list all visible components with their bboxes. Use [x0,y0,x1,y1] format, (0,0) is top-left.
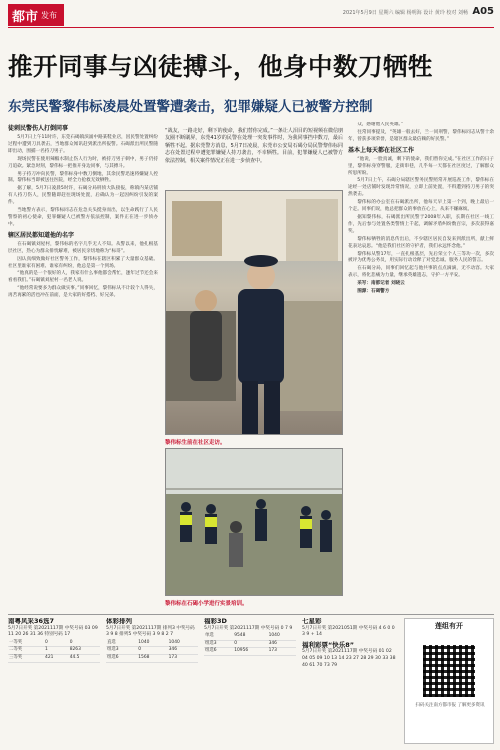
lottery-text: 5月7日开奖 第2021117期 中奖号码 01 02 04 05 09 10 13 14 23 27 28 29 30 33 38 40 61 70 73 79 [302,649,396,668]
paragraph: 黎伟标的办公室在石碣派出所，他每天早上第一个到，晚上最后一个走。同事们说，他总把群众的事放在心上，从来不嫌麻烦。 [348,200,494,213]
table-row [8,647,100,655]
paragraph: 在石碣分局，同事们回忆起与他共事的点点滴滴，无不动容。大家表示，将化悲痛为力量，继承英雄遗志，守护一方平安。 [348,266,494,279]
table-cell: 直选 [106,640,137,647]
table-cell: 1 [44,647,69,655]
table-cell: 346 [268,640,296,648]
paragraph: 在石碣镇刘屋村，黎伟标的名字几乎无人不知。从警以来，他扎根基层社区，热心为群众排忧解难，被居民亲切地称为“标哥”。 [8,241,158,254]
table-row [8,640,100,647]
table-row [204,640,296,648]
table-cell: 二等奖 [8,647,44,655]
lottery-text: 5月7日开奖 第2021117期 中奖号码 0 7 9 [204,625,293,631]
section-sub: 发布 [41,10,58,20]
section-heading: 基本上每天都在社区工作 [348,146,415,154]
table-cell: 组选3 [204,640,233,648]
lottery-title: 福彩3D [204,618,227,625]
bottom-rule [8,614,494,615]
paragraph: 黎伟标从警17年，一直扎根基层，先后荣立个人三等功一次，多次被评为优秀公务员，用实际行动诠释了对党忠诚、服务人民的誓言。 [348,251,494,264]
table-row [204,633,296,640]
issue-line: 2021年5月9日 星期六 编辑 杨明海 设计 黄玲 校对 刘畅 [342,10,468,16]
page-number: A05 [472,6,494,17]
table-cell: 0 [233,640,267,648]
table-row [8,654,100,662]
lottery-table [106,640,198,663]
table-row [204,648,296,656]
section-name: 都市 [12,9,39,25]
lottery-block-1 [8,618,100,744]
table-cell: 三等奖 [8,654,44,662]
table-cell: 173 [268,648,296,656]
table-cell: 组选3 [106,647,137,655]
qr-code-icon [423,645,475,697]
lottery-block-3 [204,618,296,744]
photo-training-drill [165,448,343,596]
lottery-block-4 [302,618,398,744]
lottery-title: 体彩排列 [106,618,132,625]
masthead [8,4,494,26]
photo-police-store [165,190,343,435]
table-cell: 346 [168,647,198,655]
section-heading: 徒刺民警伤人打倒同事 [8,125,69,132]
table-cell: 9548 [233,633,267,640]
paragraph: 据了解，5月7日凌晨5时许，石碣分局刑侦大队接报，称镇内某店铺有人持刀伤人，民警随即赶往现场处置，后确认为一起因纠纷引发的案件。 [8,186,158,206]
lottery-table [8,640,100,663]
table-cell: 1040 [137,640,167,647]
lottery-title: 南粤风采36选7 [8,618,55,625]
photo-caption-2: 黎伟标在石碣小学进行实景培训。 [165,601,248,607]
qr-ad-box [404,618,494,744]
table-row [106,640,198,647]
paragraph: 现场民警在使用辣椒水制止伤人行为时，被持刀男子刺中，男子仍持刀追砍。紧急时刻，黎伟标一把推开身边同事，与其搏斗。 [8,156,158,169]
table-cell: 173 [168,654,198,662]
table-cell: 8263 [69,647,100,655]
paragraph: 当地警方表示，黎伟标同志在危急关头挺身而出，以生命践行了人民警察的初心使命，犯罪嫌疑人已被警方依法控制，案件正在进一步侦办中。 [8,208,158,227]
paragraph: 据知黎伟标，石碣派出所民警于2008年入职，长期在社区一线工作，先后参与处置各类警情上千起，调解矛盾纠纷数百宗，多次获得嘉奖。 [348,214,494,234]
ad-title: 莲组有开 [435,622,463,630]
table-cell: 组选6 [204,648,233,656]
section-heading: 辖区居民都知道他的名字 [8,231,75,239]
section-badge [8,4,64,26]
subheadline: 东莞民警黎伟标凌晨处置警遭袭击，犯罪嫌疑人已被警方控制 [8,99,373,115]
paragraph: 黎伟标牺牲的消息传出后，不少辖区居民自发来到派出所，献上鲜花表达哀思。“他是我们社区的守护者，我们永远怀念他。” [348,236,494,249]
paragraph: “他经常说要多为群众做实事。”同事回忆，黎伟标从不计较个人得失，再苦再累的活也冲在前面，是大家的好搭档、好兄弟。 [8,286,158,299]
lottery-title: 七星彩 [302,618,322,625]
photo-illustration [166,191,343,435]
table-cell: 一等奖 [8,640,44,647]
article-column-1 [8,122,158,610]
photo-illustration [166,449,343,596]
table-cell: 1040 [168,640,198,647]
byline: 采写：南都记者 刘晓云 [357,281,405,287]
table-cell: 10956 [233,648,267,656]
table-cell: 0 [137,647,167,655]
table-cell: 1040 [268,633,296,640]
paragraph: 众，感谢他人民英雄。” [357,122,404,127]
table-cell: 44.5 [69,654,100,662]
lottery-title: 福利彩票“快乐8” [302,640,355,649]
paragraph: “他真的是一个很好的人，我家有什么事他都会帮忙，逢年过节还会来看看我们。”石碣镇刘屋村一名老人说。 [8,271,158,284]
ad-text: 扫码关注南方都市报 了解更多资讯 [415,703,485,708]
lottery-block-2 [106,618,198,744]
table-cell: 1568 [137,654,167,662]
headline: 推开同事与凶徒搏斗，他身中数刀牺牲 [8,52,433,81]
table-row [106,654,198,662]
paragraph: 5月7日上午11时许，东莞石碣镇滨涌中路某鞋业店，因民警处置纠纷过程中遭到刀具袭击，当地群众闻讯赶到派出所报警。石碣派出所民警随即出动，围捕一名持刀男子。 [8,135,158,154]
table-cell: 421 [44,654,69,662]
table-cell: 0 [69,640,100,647]
article-column-3 [348,122,494,610]
lead-quote: “战友，一路走好，剩下的使命，我们替你完成。”一条让人泪目的短视频在微信朋友圈不断刷屏，东莞41岁的民警在处理一突发事件时，为我同事挡中数刀，最后牺牲不起。据东莞警方消息，5月7日凌晨，东莞市公安局石碣分局民警黎伟标同志在处置过程中遭犯罪嫌疑人持刀袭击，不幸牺牲。目前，犯罪嫌疑人已被警方依法控制，相关案件情况正在进一步侦查中。 [165,128,343,164]
paragraph: 因认真细致做好社区警务工作，黎伟标在辖区积累了大量群众基础。社区里谁家有困难、谁家有纠纷，他总是第一个到场。 [8,256,158,269]
paragraph: 男子持刀冲向民警，黎伟标身中数刀倒地，其余民警迅速将嫌疑人控制。黎伟标当即被送往医院，经全力抢救无效牺牲。 [8,171,158,184]
top-rule [8,27,494,28]
photo-credit: 图源：石碣警方 [357,289,390,295]
table-cell: 0 [44,640,69,647]
paragraph: 往常同事提及，“英雄一般去好，兰一同刑警，黎伟标同志从警十余年，曾获多项荣誉，是辖区群众最信赖的好民警。” [348,129,494,142]
lottery-text: 5月7日开奖 第2021117期 中奖号码 03 09 11 20 26 31 36 特别号码 17 [8,625,98,638]
paragraph: 5月7日上午，石碣分局辖区警务民警照常开展巡查工作，黎伟标在途经一处店铺时发现异常情况，立即上前处置，不料遭到持刀男子的突然袭击。 [348,178,494,198]
lottery-table [204,633,296,656]
table-row [106,647,198,655]
photo-caption-1: 黎伟标生前在社区走访。 [165,440,226,446]
table-cell: 单选 [204,633,233,640]
lottery-text: 5月7日开奖 第2021051期 中奖号码 4 6 0 0 3 9 + 14 [302,625,395,638]
table-cell: 组选6 [106,654,137,662]
paragraph: “他说，一脸真诚，剩下的使命，我们替你完成。”在社区工作的日子里，黎伟标身穿警服，走街串巷，几乎每一天都在社区度过，了解群众所思所盼。 [348,156,494,176]
lottery-text: 5月7日开奖 第2021117期 排列3 中奖号码 3 9 8 排列5 中奖号码 3 9 8 2 7 [106,625,195,638]
